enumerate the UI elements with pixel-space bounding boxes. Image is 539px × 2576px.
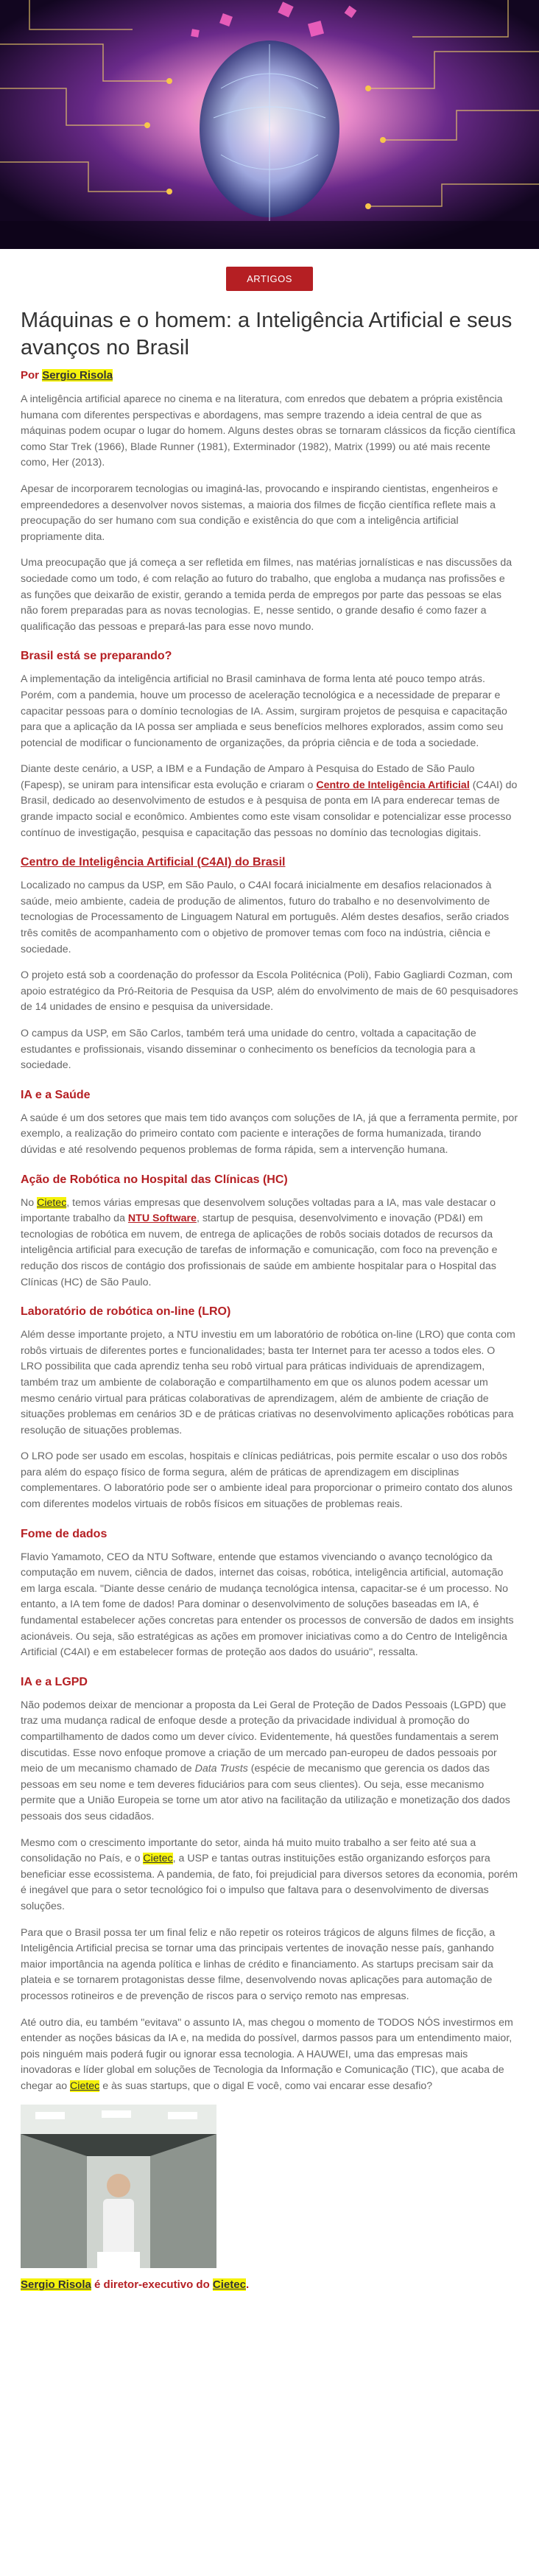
paragraph: Flavio Yamamoto, CEO da NTU Software, entende que estamos vivenciando o avanço tecnológico da computação em nuvem, ciência de dados, internet das coisas, robótica, inteligência artificial, automação em larga escala. "Diante desse cenário de mudança tecnológica intensa, capacitar-se é um processo. No entanto, a IA tem fome de dados! Para dominar o desenvolvimento de soluções baseadas em IA, é fundamental estabelecer ações concretas para entender os processos de conversão de dados em insights acionáveis. Ou seja, são estratégicas as ações em promover iniciativas como a do Centro de Inteligência Artificial (C4AI) e em estabelecer formas de proteção aos dados do usuário", ressalta. xyxy=(21,1551,514,1659)
author-photo-illustration xyxy=(21,2105,216,2268)
paragraph: Localizado no campus da USP, em São Paulo, o C4AI focará inicialmente em desafios relacionados à saúde, meio ambiente, cadeia de produção de alimentos, futuro do trabalho e no desenvolvimento de tecnologias de Processamento de Linguagem Natural em português. Além destes desafios, serão criados três comitês de acompanhamento com o objetivo de promover temas com foco na indústria, ciência e sociedade. xyxy=(21,880,510,955)
text-segment: Até outro dia, eu também "evitava" o assunto IA, mas chegou o momento de TODOS NÓS investirmos em entender as noções básicas da IA e, na medida do possível, darmos passos para um entendimento maior, pois ninguém mais poderá fugir ou ignorar essa tecnologia. A HAUWEI, uma das empresas mais inovadoras e líder global em soluções de Tecnologia da Informação e Comunicação (TIC), que acaba de chegar ao xyxy=(21,2016,513,2092)
section-heading: Brasil está se preparando? xyxy=(21,650,172,663)
text-segment: (C4AI) do Brasil, dedicado ao desenvolvimento de estudos e à pesquisa de ponta em IA para enderecar temas de grande impacto social e econômico. Ambientes como este visam consolidar e potencializar esse processo contínuo de investigação, pesquisa e capacitação das pessoas no domínio das tecnologias digitais. xyxy=(21,779,518,839)
cietec-link[interactable]: Cietec xyxy=(37,1196,67,1209)
author-name[interactable]: Sergio Risola xyxy=(42,369,113,382)
hero-image xyxy=(0,0,539,249)
text-segment: No xyxy=(21,1196,38,1209)
section-heading: Ação de Robótica no Hospital das Clínicas (HC) xyxy=(21,1173,288,1186)
section-heading-link[interactable]: Centro de Inteligência Artificial (C4AI) do Brasil xyxy=(21,856,286,869)
text-segment: , temos várias empresas que desenvolvem soluções voltadas para a IA, mas vale destacar o importante trabalho da xyxy=(21,1196,496,1225)
article xyxy=(0,307,539,2293)
paragraph: O projeto está sob a coordenação do professor da Escola Politécnica (Poli), Fabio Gagliardi Cozman, com apoio estratégico da Pró-Reitoria de Pesquisa da USP, além do envolvimento de mais de 60 pesquisadores de 14 unidades de ensino e pesquisa da universidade. xyxy=(21,969,518,1014)
section-heading xyxy=(21,854,518,871)
section-heading: Laboratório de robótica on-line (LRO) xyxy=(21,1305,231,1319)
text-segment: , a USP e tantas outras instituições estão organizando esforços para beneficiar esse ecossistema. A pandemia, de fato, foi prejudicial para diversos setores da economia, porém é inegável que para o setor tecnológico foi o impulso que faltava para o desenvolvimento de diversas soluções. xyxy=(21,1853,518,1912)
text-segment: . xyxy=(245,2278,250,2292)
paragraph: A inteligência artificial aparece no cinema e na literatura, com enredos que debatem a própria existência humana com diferentes perspectivas e abordagens, mas sempre trazendo a ideia central de que as máquinas podem ocupar o lugar do homem. Alguns destes obras se tornaram clássicos da ficção científica como Star Trek (1966), Blade Runner (1981), Exterminador (1982), Matrix (1999) ou até mais recente como, Her (2013). xyxy=(21,393,515,469)
section-heading: IA e a LGPD xyxy=(21,1675,88,1688)
author-caption xyxy=(21,2277,518,2293)
text-segment: e às suas startups, que o digal E você, como vai encarar esse desafio? xyxy=(99,2080,433,2092)
author-prefix: Por xyxy=(21,369,43,382)
ntu-software-link[interactable]: NTU Software xyxy=(127,1212,197,1225)
paragraph: Além desse importante projeto, a NTU investiu em um laboratório de robótica on-line (LRO) que conta com robôs virtuais de diferentes portes e funcionalidades; basta ter Internet para ter acesso a todos eles. O LRO possibilita que cada aprendiz tenha seu robô virtual para práticas individuais de aprendizagem, também traz um ambiente de colaboração e compartilhamento em que os alunos podem acessar um mesmo cenário virtual para práticas colaborativas de aprendizagem, além de ambiente de criação de situações problemas em cenários 3D e de práticas criativas no desenvolvimento aplicações robóticas para resolução de situações problemas. xyxy=(21,1329,515,1436)
paragraph: O LRO pode ser usado em escolas, hospitais e clínicas pediátricas, pois permite escalar o uso dos robôs para além do espaço físico de forma segura, além de práticas de aprendizagem em disciplinas complementares. O laboratório pode ser o ambiente ideal para proporcionar o primeiro contato dos alunos com diferentes modelos virtuais de robôs físicos em situações de problemas reais. xyxy=(21,1450,512,1511)
ai-brain-illustration xyxy=(0,0,539,249)
paragraph: Para que o Brasil possa ter um final feliz e não repetir os roteiros trágicos de alguns filmes de ficção, a Inteligência Artificial precisa se tornar uma das principais vertentes de inovação nesse país, ganhando maior importância na agenda política e linhas de crédito e financiamento. As startups precisam sair da plateia e se tornarem protagonistas desse filme, desenvolvendo novas aplicações para automação de processos rotineiros e de prevenção de riscos para o serviço remoto nas empresas. xyxy=(21,1926,496,2002)
emphasis: Data Trusts xyxy=(194,1763,248,1775)
section-heading: IA e a Saúde xyxy=(21,1088,91,1101)
author-photo xyxy=(21,2105,216,2268)
article-title: Máquinas e o homem: a Inteligência Artificial e seus avanços no Brasil xyxy=(21,309,512,359)
paragraph: Uma preocupação que já começa a ser refletida em filmes, nas matérias jornalísticas e nas discussões da sociedade como um todo, é com relação ao futuro do trabalho, que engloba a mudança nas profissões e as funções que deixarão de existir, gerando a temida perda de empregos por parte das pessoas se elas não forem preparadas para as novas tecnologias. E, nesse sentido, o grande desafio é como fazer a qualificação das pessoas e prepará-las para esse novo mundo. xyxy=(21,557,512,633)
cietec-link[interactable]: Cietec xyxy=(143,1853,173,1865)
badge-row xyxy=(0,267,539,291)
author-line xyxy=(21,369,518,382)
text-segment: Não podemos deixar de mencionar a proposta da Lei Geral de Proteção de Dados Pessoais (LGPD) que traz uma mudança radical de enfoque desde a proteção da privacidade individual à promoção do compartilhamento de dados como um dever cívico. Evidentemente, há questões fundamentais a serem discutidas. Esse novo enfoque promove a criação de um mercado pan-europeu de dados pessoais por meio de um mecanismo chamado de xyxy=(21,1699,507,1775)
text-segment: , startup de pesquisa, desenvolvimento e inovação (PD&I) em tecnologias de robótica em nuvem, de entrega de aplicações de robôs sociais dotados de recursos da inteligência artificial para execução de tarefas de informação e comunicação, com foco na prevenção e redução dos riscos de contágio dos profissionais de saúde em ambiente hospitalar para o Hospital das Clínicas (HC) de São Paulo. xyxy=(21,1212,498,1288)
caption-org[interactable]: Cietec xyxy=(212,2278,246,2292)
text-segment: é diretor-executivo do xyxy=(91,2278,213,2292)
paragraph xyxy=(21,762,518,841)
caption-author-name[interactable]: Sergio Risola xyxy=(21,2278,91,2292)
paragraph: Apesar de incorporarem tecnologias ou imaginá-las, provocando e inspirando cientistas, engenheiros e empreendedores a desenvolver novos sistemas, a maioria dos filmes de ficção científica reflete mais a preocupação do ser humano com sua condição e existência do que com a inteligência artificial propriamente dita. xyxy=(21,482,499,543)
cietec-link[interactable]: Cietec xyxy=(70,2080,100,2092)
paragraph: A implementação da inteligência artificial no Brasil caminhava de forma lenta até pouco tempo atrás. Porém, com a pandemia, houve um processo de aceleração tecnológica e a necessidade de preparar e capacitar pessoas para o domínio tecnologias de IA. Assim, surgiram projetos de pesquisa e capacitação para que a aplicação da IA possa ser ampliada e seus benefícios melhores explorados, assim como seu potencial de modificar o funcionamento de organizações, da própria ciência e de toda a sociedade. xyxy=(21,673,507,749)
paragraph xyxy=(21,2015,518,2095)
paragraph: A saúde é um dos setores que mais tem tido avanços com soluções de IA, já que a ferramenta permite, por exemplo, a realização do primeiro contato com paciente e interações de forma humanizada, tirando dúvidas e até resolvendo pequenos problemas de forma rápida, sem a intervenção humana. xyxy=(21,1112,518,1156)
text-segment: Mesmo com o crescimento importante do setor, ainda há muito muito trabalho a ser feito até sua a consolidação no País, e o xyxy=(21,1836,476,1865)
paragraph: O campus da USP, em São Carlos, também terá uma unidade do centro, voltada a capacitação de estudantes e profissionais, visando disseminar o conhecimento os benefícios da tecnologia para a sociedade. xyxy=(21,1028,476,1072)
paragraph xyxy=(21,1196,518,1291)
paragraph xyxy=(21,1836,518,1915)
text-segment: (espécie de mecanismo que gerencia os dados das pessoas em seu nome e tem deveres fiduciários para com seus clientes). Ou seja, esse mecanismo permite que a União Europeia se torne um ator ativo na facilitação da utilização e monetização dos dados pessoais dos seus cidadãos. xyxy=(21,1763,510,1822)
paragraph xyxy=(21,1698,518,1825)
c4ai-link[interactable]: Centro de Inteligência Artificial xyxy=(316,779,470,791)
section-heading: Fome de dados xyxy=(21,1527,108,1540)
text-segment: Diante deste cenário, a USP, a IBM e a Fundação de Amparo à Pesquisa do Estado de São Paulo (Fapesp), se uniram para intensificar esta evolução e criaram o xyxy=(21,763,475,791)
category-badge[interactable]: ARTIGOS xyxy=(226,267,313,291)
